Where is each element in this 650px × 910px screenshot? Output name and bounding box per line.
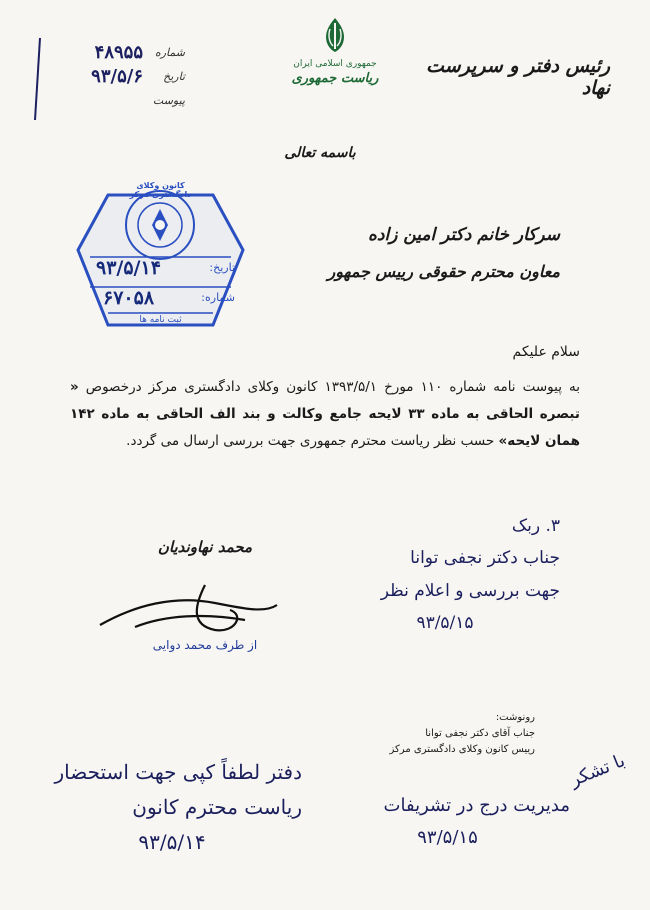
greeting: سلام علیکم	[512, 344, 580, 360]
reg-number-value: ۴۸۹۵۵	[94, 41, 143, 63]
handwritten-referral-note	[330, 510, 560, 639]
emblem-line2: ریاست جمهوری	[291, 70, 379, 86]
stamp-graphic	[68, 175, 253, 335]
referral-line1: ۳. ربک	[511, 516, 560, 536]
reg-date-value: ۹۳/۵/۶	[91, 65, 143, 87]
handwritten-bottom-note	[325, 790, 570, 855]
cc-line1: جناب آقای دکتر نجفی توانا	[425, 728, 535, 739]
handwritten-signature	[95, 575, 285, 645]
body-bold-subject: « تبصره الحاقی به ماده ۳۳ لایحه جامع وکالت و بند الف الحاقی به ماده ۱۴۲ همان لایحه»	[70, 379, 580, 449]
cc-heading: رونوشت:	[495, 712, 535, 723]
reg-date-label: تاریخ	[163, 69, 185, 83]
left-note-line1: دفتر لطفاً کپی جهت استحضار	[54, 760, 302, 784]
body-part1: به پیوست نامه شماره ۱۱۰ مورخ ۱۳۹۳/۵/۱ کانون وکلای دادگستری مرکز درخصوص	[85, 379, 580, 395]
stamp-date-value: ۹۳/۵/۱۴	[96, 257, 161, 279]
left-note-line2: ریاست محترم کانون	[132, 795, 302, 819]
handwritten-left-note	[42, 755, 302, 860]
signed-on-behalf: از طرف محمد دوایی	[152, 638, 258, 652]
bottom-note-date: ۹۳/۵/۱۵	[417, 827, 478, 849]
stamp-number-value: ۶۷۰۵۸	[103, 287, 155, 309]
bismillah-heading: باسمه تعالی	[284, 145, 356, 161]
registration-block	[35, 40, 185, 112]
bottom-note-line1: مدیریت درج در تشریفات	[383, 795, 570, 816]
letter-body	[70, 374, 580, 455]
receipt-stamp	[68, 175, 253, 335]
stamp-footer: ثبت نامه ها	[139, 315, 182, 325]
left-note-date: ۹۳/۵/۱۴	[138, 830, 206, 854]
referral-date: ۹۳/۵/۱۵	[416, 612, 474, 633]
handwritten-thanks: با تشکر	[566, 750, 628, 791]
reg-attach-label: پیوست	[152, 93, 185, 107]
recipient-title: معاون محترم حقوقی رییس جمهور	[327, 262, 560, 281]
header-title: رئیس دفتر و سرپرست نهاد	[426, 55, 610, 99]
body-part2: حسب نظر ریاست محترم جمهوری جهت بررسی ارسال می گردد.	[126, 433, 495, 449]
emblem-line1: جمهوری اسلامی ایران	[293, 59, 377, 69]
signatory-name: محمد نهاوندیان	[157, 538, 253, 556]
cc-line2: رییس کانون وکلای دادگستری مرکز	[389, 744, 535, 755]
reg-number-label: شماره	[154, 45, 185, 59]
referral-line3: جهت بررسی و اعلام نظر	[380, 580, 560, 601]
stamp-date-label: تاریخ:	[209, 261, 235, 274]
stamp-org: کانون وکلای دادگستری مرکز	[129, 181, 192, 199]
stamp-number-label: شماره:	[201, 291, 235, 304]
referral-line2: جناب دکتر نجفی توانا	[410, 548, 560, 569]
iran-emblem-icon	[317, 15, 353, 55]
cc-block	[315, 710, 535, 758]
recipient-name: سرکار خانم دکتر امین زاده	[368, 225, 560, 245]
registration-bracket-mark	[30, 36, 44, 122]
emblem	[285, 15, 385, 86]
